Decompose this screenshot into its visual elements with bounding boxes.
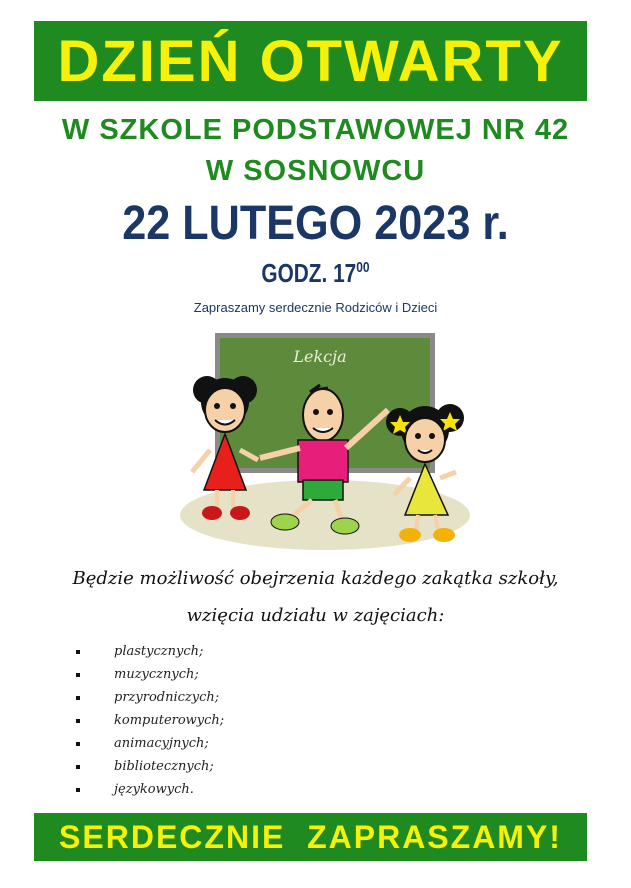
list-item: [74, 778, 224, 801]
bullet-icon: [76, 673, 80, 677]
info-text-line2: wzięcia udziału w zajęciach:: [186, 605, 445, 626]
children-classroom-illustration: [160, 330, 480, 555]
invitation-text: Zapraszamy serdecznie Rodziców i Dzieci: [193, 300, 438, 315]
activity-label: muzycznych;: [114, 667, 199, 682]
list-item: [74, 640, 224, 663]
bullet-icon: [76, 742, 80, 746]
activity-label: bibliotecznych;: [114, 759, 214, 774]
activity-label: animacyjnych;: [114, 736, 209, 751]
list-item: [74, 709, 224, 732]
activities-list: [74, 640, 224, 801]
info-text-line1: Będzie możliwość obejrzenia każdego zakątka szkoły,: [72, 568, 559, 589]
bullet-icon: [76, 765, 80, 769]
school-name-line: W SZKOLE PODSTAWOWEJ NR 42: [61, 114, 570, 146]
top-banner: [34, 21, 587, 101]
chalkboard-text: Lekcja: [293, 347, 347, 366]
poster-title: DZIEŃ OTWARTY: [57, 28, 564, 94]
bullet-icon: [76, 696, 80, 700]
school-city-line: W SOSNOWCU: [205, 155, 426, 187]
list-item: [74, 663, 224, 686]
bullet-icon: [76, 650, 80, 654]
bottom-banner: [34, 813, 587, 861]
activity-label: komputerowych;: [114, 713, 225, 728]
list-item: [74, 686, 224, 709]
event-time: [63, 258, 568, 289]
event-date: 22 LUTEGO 2023 r.: [122, 197, 509, 250]
closing-invitation: SERDECZNIE ZAPRASZAMY!: [59, 818, 562, 855]
event-time-minutes: 00: [356, 259, 370, 276]
list-item: [74, 732, 224, 755]
list-item: [74, 755, 224, 778]
activity-label: przyrodniczych;: [114, 690, 220, 705]
activity-label: językowych.: [114, 782, 194, 797]
bullet-icon: [76, 719, 80, 723]
activity-label: plastycznych;: [114, 644, 204, 659]
event-time-hour: GODZ. 17: [261, 258, 357, 288]
bullet-icon: [76, 788, 80, 792]
